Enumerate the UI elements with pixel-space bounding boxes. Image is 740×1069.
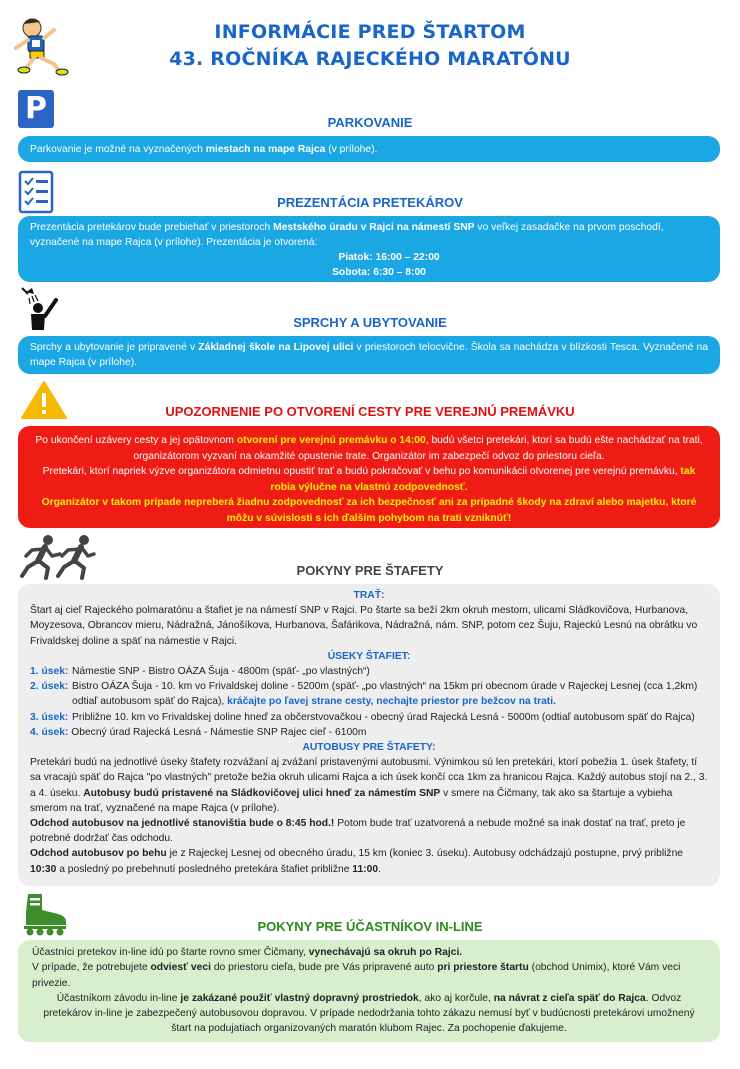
track-text: Štart aj cieľ Rajeckého polmaratónu a štafiet je na námestí SNP v Rajci. Po štarte sa beží 2km okruh mestom, ulicami Sládkovičova, Hurbanova, Moyzesova, Obrancov mieru, Nádražná, Jánošíkova, Hurbanova, Šafárikova, Nádražná, nám. SNP, potom cez Šuju, Rajeckú Lesnú na obrátku vo Frivaldskej doline a späť na námestie v Rajci. [30, 605, 698, 647]
segments-heading: ÚSEKY ŠTAFIET: [327, 650, 411, 662]
parking-sign-icon: P [18, 90, 54, 128]
bus-text-3: Odchod autobusov po behu je z Rajeckej Lesnej od obecného úradu, 15 km (koniec 3. úseku). Autobusy odchádzajú postupne, prvý približne 10:30 a posledný po prebehnutí posledného pretekára štafiet približne 11:00. [30, 848, 684, 875]
parking-box: Parkovanie je možné na vyznačených miestach na mape Rajca (v prílohe). [18, 136, 720, 162]
track-heading: TRAŤ: [353, 590, 385, 601]
registration-title: PREZENTÁCIA PRETEKÁROV [277, 195, 463, 210]
page-title: INFORMÁCIE PRED ŠTARTOM [214, 21, 526, 43]
relay-box [18, 584, 720, 886]
registration-time-saturday: Sobota: 6:30 – 8:00 [332, 267, 426, 278]
inline-text-1: Účastníci pretekov in-line idú po štarte rovno smer Čičmany, vynechávajú sa okruh po Rajci. [32, 947, 463, 958]
inline-title: POKYNY PRE ÚČASTNÍKOV IN-LINE [257, 919, 483, 934]
segment-3: 3. úsek: Približne 10. km vo Frivaldskej doline hneď za občerstvovačkou - obecný úrad Rajecká Lesná - 5000m (odtiaľ autobusom späť do Rajca) [30, 711, 695, 723]
inline-text-2: V prípade, že potrebujete odviesť veci do priestoru cieľa, bude pre Vás pripravené auto pri priestore štartu (obchod Unimix), ktoré Vám veci privezie. [32, 962, 681, 989]
showers-title: SPRCHY A UBYTOVANIE [293, 315, 447, 330]
registration-box: Prezentácia pretekárov bude prebiehať v priestoroch Mestského úradu v Rajci na námestí SNP vo veľkej zasadačke na prvom poschodí, vyznačené na mape Rajca (v prílohe). Prezentácia je otvorená: Piatok: 16:00 – 22:00 Sobota: 6:30 – 8:00 [18, 216, 720, 282]
inline-box [18, 940, 720, 1042]
inline-text-3: Účastníkom závodu in-line je zakázané použiť vlastný dopravný prostriedok, ako aj korčule, na návrat z cieľa späť do Rajca. Odvoz pretekárov in-line je zabezpečený autobusovou dopravou. V prípade nedodržania tohto zákazu nemusí byť v budúcnosti pretekárovi umožnený štart na podujatiach organizovaných maratón klubom Rajec. Za pochopenie ďakujeme. [43, 992, 695, 1035]
bus-heading: AUTOBUSY PRE ŠTAFETY: [302, 742, 436, 754]
bus-text-2: Odchod autobusov na jednotlivé stanovištia bude o 8:45 hod.! Potom bude trať uzatvorená a nebude možné sa inak dostať na trať, preto je potrebné dodržať čas odchodu. [30, 818, 686, 845]
showers-box: Sprchy a ubytovanie je pripravené v Základnej škole na Lipovej ulici v priestoroch telocvične. Škola sa nachádza v blízkosti Tesca. Vyznačené na mape Rajca (v prílohe). [18, 336, 720, 374]
warning-title: UPOZORNENIE PO OTVORENÍ CESTY PRE VEREJNÚ PREMÁVKU [165, 404, 575, 419]
segment-2: 2. úsek: Bistro OÁZA Šuja - 10. km vo Frivaldskej doline - 5200m (späť- „po vlastných“ na 15km pri obecnom úrade v Rajeckej Lesnej (cca 1,2km) odtiaľ autobusom späť do Rajca), kráčajte po ľavej strane cesty, nechajte priestor pre bežcov na trati. [30, 681, 698, 708]
warning-box: Po ukončení uzávery cesty a jej opätovnom otvorení pre verejnú premávku o 14:00, budú všetci pretekári, ktorí sa budú ešte nachádzať na trati, organizátorom vyzvaní na okamžité opustenie trate. Organizátor im zabezpečí odvoz do priestoru cieľa. Pretekári, ktorí napriek výzve organizátora odmietnu opustiť trať a budú pokračovať v behu po komunikácii otvorenej pre verejnú premávku, tak robia výlučne na vlastnú zodpovednosť. Organizátor v takom prípade nepreberá žiadnu zodpovednosť za ich bezpečnosť ani za prípadné škody na zdraví alebo majetku, ktoré môžu v súvislosti s ich ďalším pohybom na trati vzniknúť! [18, 426, 720, 528]
segment-4: 4. úsek: Obecný úrad Rajecká Lesná - Námestie SNP Rajec cieľ - 6100m [30, 726, 367, 738]
registration-time-friday: Piatok: 16:00 – 22:00 [338, 252, 440, 263]
segment-1: 1. úsek: Námestie SNP - Bistro OÁZA Šuja - 4800m (späť- „po vlastných“) [30, 666, 370, 678]
parking-title: PARKOVANIE [327, 115, 413, 130]
relay-title: POKYNY PRE ŠTAFETY [296, 563, 444, 578]
page-subtitle: 43. ROČNÍKA RAJECKÉHO MARATÓNU [169, 48, 571, 70]
bus-text-1: Pretekári budú na jednotlivé úseky štafety rozvážaní aj zvážaní pristavenými autobusmi. Výnimkou sú len pretekári, ktorí pobežia 1. úsek štafety, tí sa vracajú späť do Rajca "po vlastných" pretože bežia okruh ulicami Rajca a ich úsek končí cca 1km za hranicou Rajca. Každý autobus stojí na 2., 3. a 4. úseku. Autobusy budú pristavené na Sládkovičovej ulici hneď za námestím SNP v smere na Čičmany, tak ako sa štartuje a vybieha smerom na trať, vyznačené na mape Rajca (v prílohe). [30, 757, 708, 814]
